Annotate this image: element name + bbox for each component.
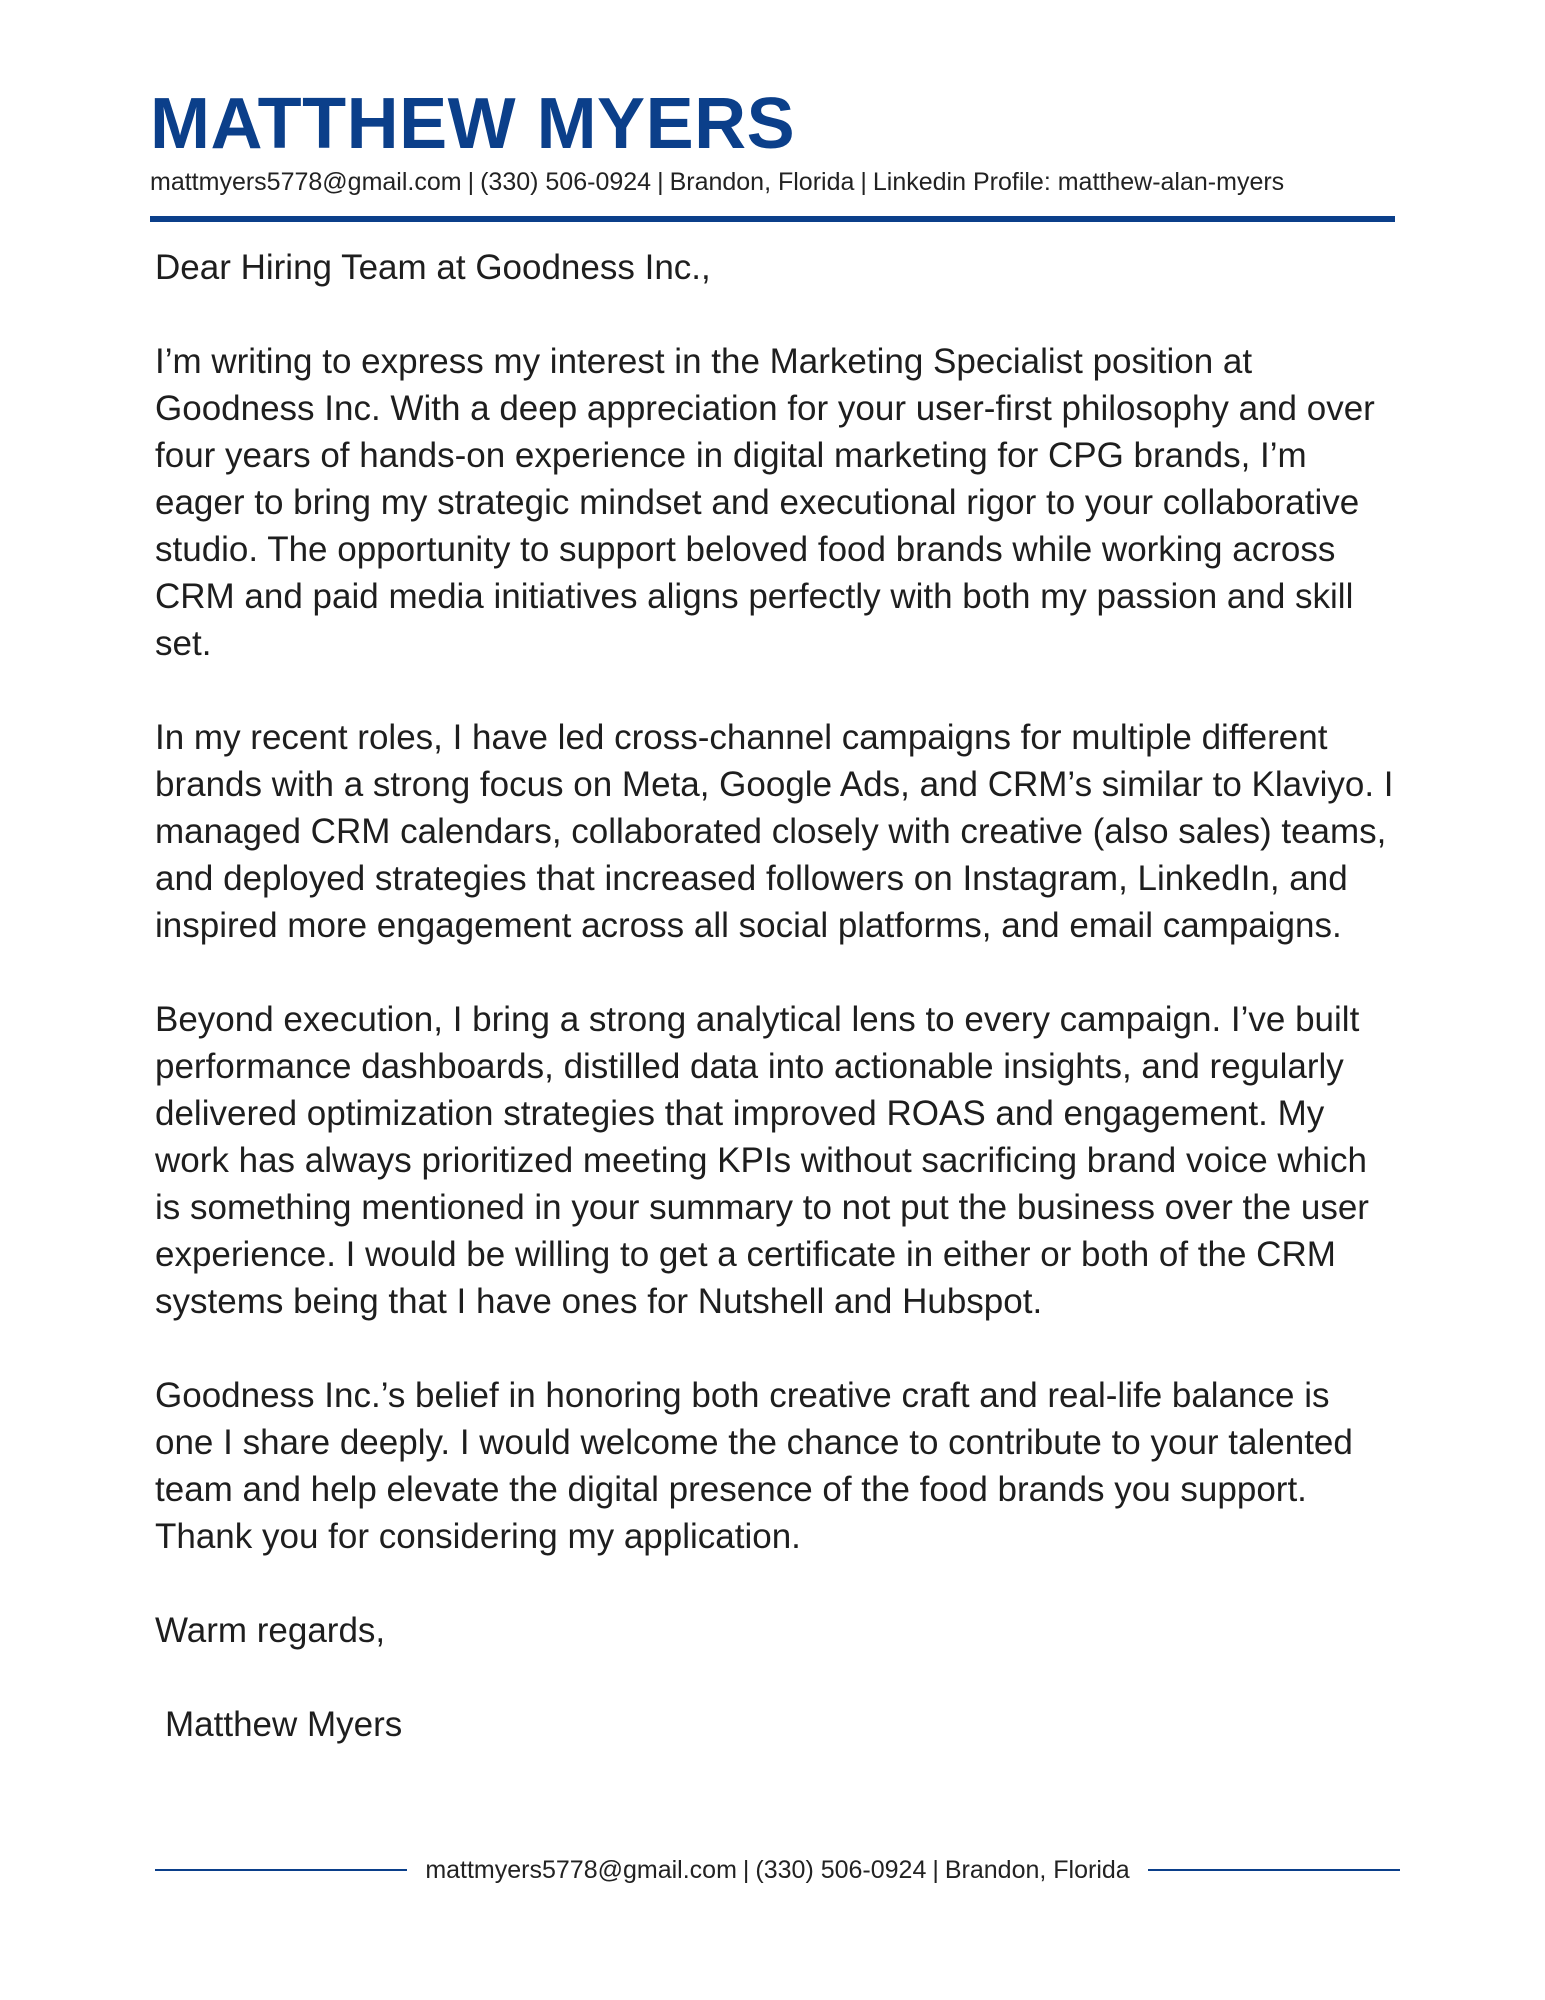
contact-separator: |: [467, 168, 475, 196]
signature-name: Matthew Myers: [165, 1705, 403, 1744]
contact-separator: |: [657, 168, 664, 196]
footer-phone: (330) 506-0924: [755, 1856, 927, 1884]
footer-separator: |: [742, 1856, 750, 1884]
letter-footer: [155, 1852, 1400, 1888]
body-paragraph-2: In my recent roles, I have led cross-channel campaigns for multiple different brands with a strong focus on Meta, Google Ads, and CRM’s similar to Klaviyo. I managed CRM calendars, collaborated closely with creative (also sales) teams, and deployed strategies that increased followers on Instagram, LinkedIn, and inspired more engagement across all social platforms, and email campaigns.: [155, 718, 1394, 945]
letter-header: [150, 84, 1395, 198]
salutation: Dear Hiring Team at Goodness Inc.,: [155, 248, 711, 287]
contact-linkedin: Linkedin Profile: matthew-alan-myers: [872, 168, 1285, 196]
body-paragraph-4: Goodness Inc.’s belief in honoring both creative craft and real-life balance is one I share deeply. I would welcome the chance to contribute to your talented team and help elevate the digital presence of the food brands you support. Thank you for considering my application.: [155, 1376, 1353, 1556]
footer-contact: [407, 1854, 1147, 1886]
contact-location: Brandon, Florida: [669, 168, 855, 196]
header-divider: [150, 216, 1395, 222]
contact-separator: |: [860, 168, 867, 196]
footer-email: mattmyers5778@gmail.com: [425, 1856, 737, 1884]
footer-rule-left: [155, 1869, 407, 1871]
applicant-name: MATTHEW MYERS: [150, 84, 796, 164]
body-paragraph-3: Beyond execution, I bring a strong analytical lens to every campaign. I’ve built performance dashboards, distilled data into actionable insights, and regularly delivered optimization strategies that improved ROAS and engagement. My work has always prioritized meeting KPIs without sacrificing brand voice which is something mentioned in your summary to not put the business over the user experience. I would be willing to get a certificate in either or both of the CRM systems being that I have ones for Nutshell and Hubspot.: [155, 1000, 1369, 1321]
closing: Warm regards,: [155, 1611, 386, 1650]
body-paragraph-1: I’m writing to express my interest in the Marketing Specialist position at Goodness Inc. With a deep appreciation for your user-first philosophy and over four years of hands-on experience in digital marketing for CPG brands, I’m eager to bring my strategic mindset and executional rigor to your collaborative studio. The opportunity to support beloved food brands while working across CRM and paid media initiatives aligns perfectly with both my passion and skill set.: [155, 342, 1375, 663]
contact-email: mattmyers5778@gmail.com: [150, 168, 462, 196]
footer-location: Brandon, Florida: [944, 1856, 1130, 1884]
footer-separator: |: [932, 1856, 939, 1884]
contact-phone: (330) 506-0924: [480, 168, 652, 196]
footer-rule-right: [1148, 1869, 1400, 1871]
contact-line: [150, 166, 1395, 198]
letter-body: [155, 244, 1395, 1795]
